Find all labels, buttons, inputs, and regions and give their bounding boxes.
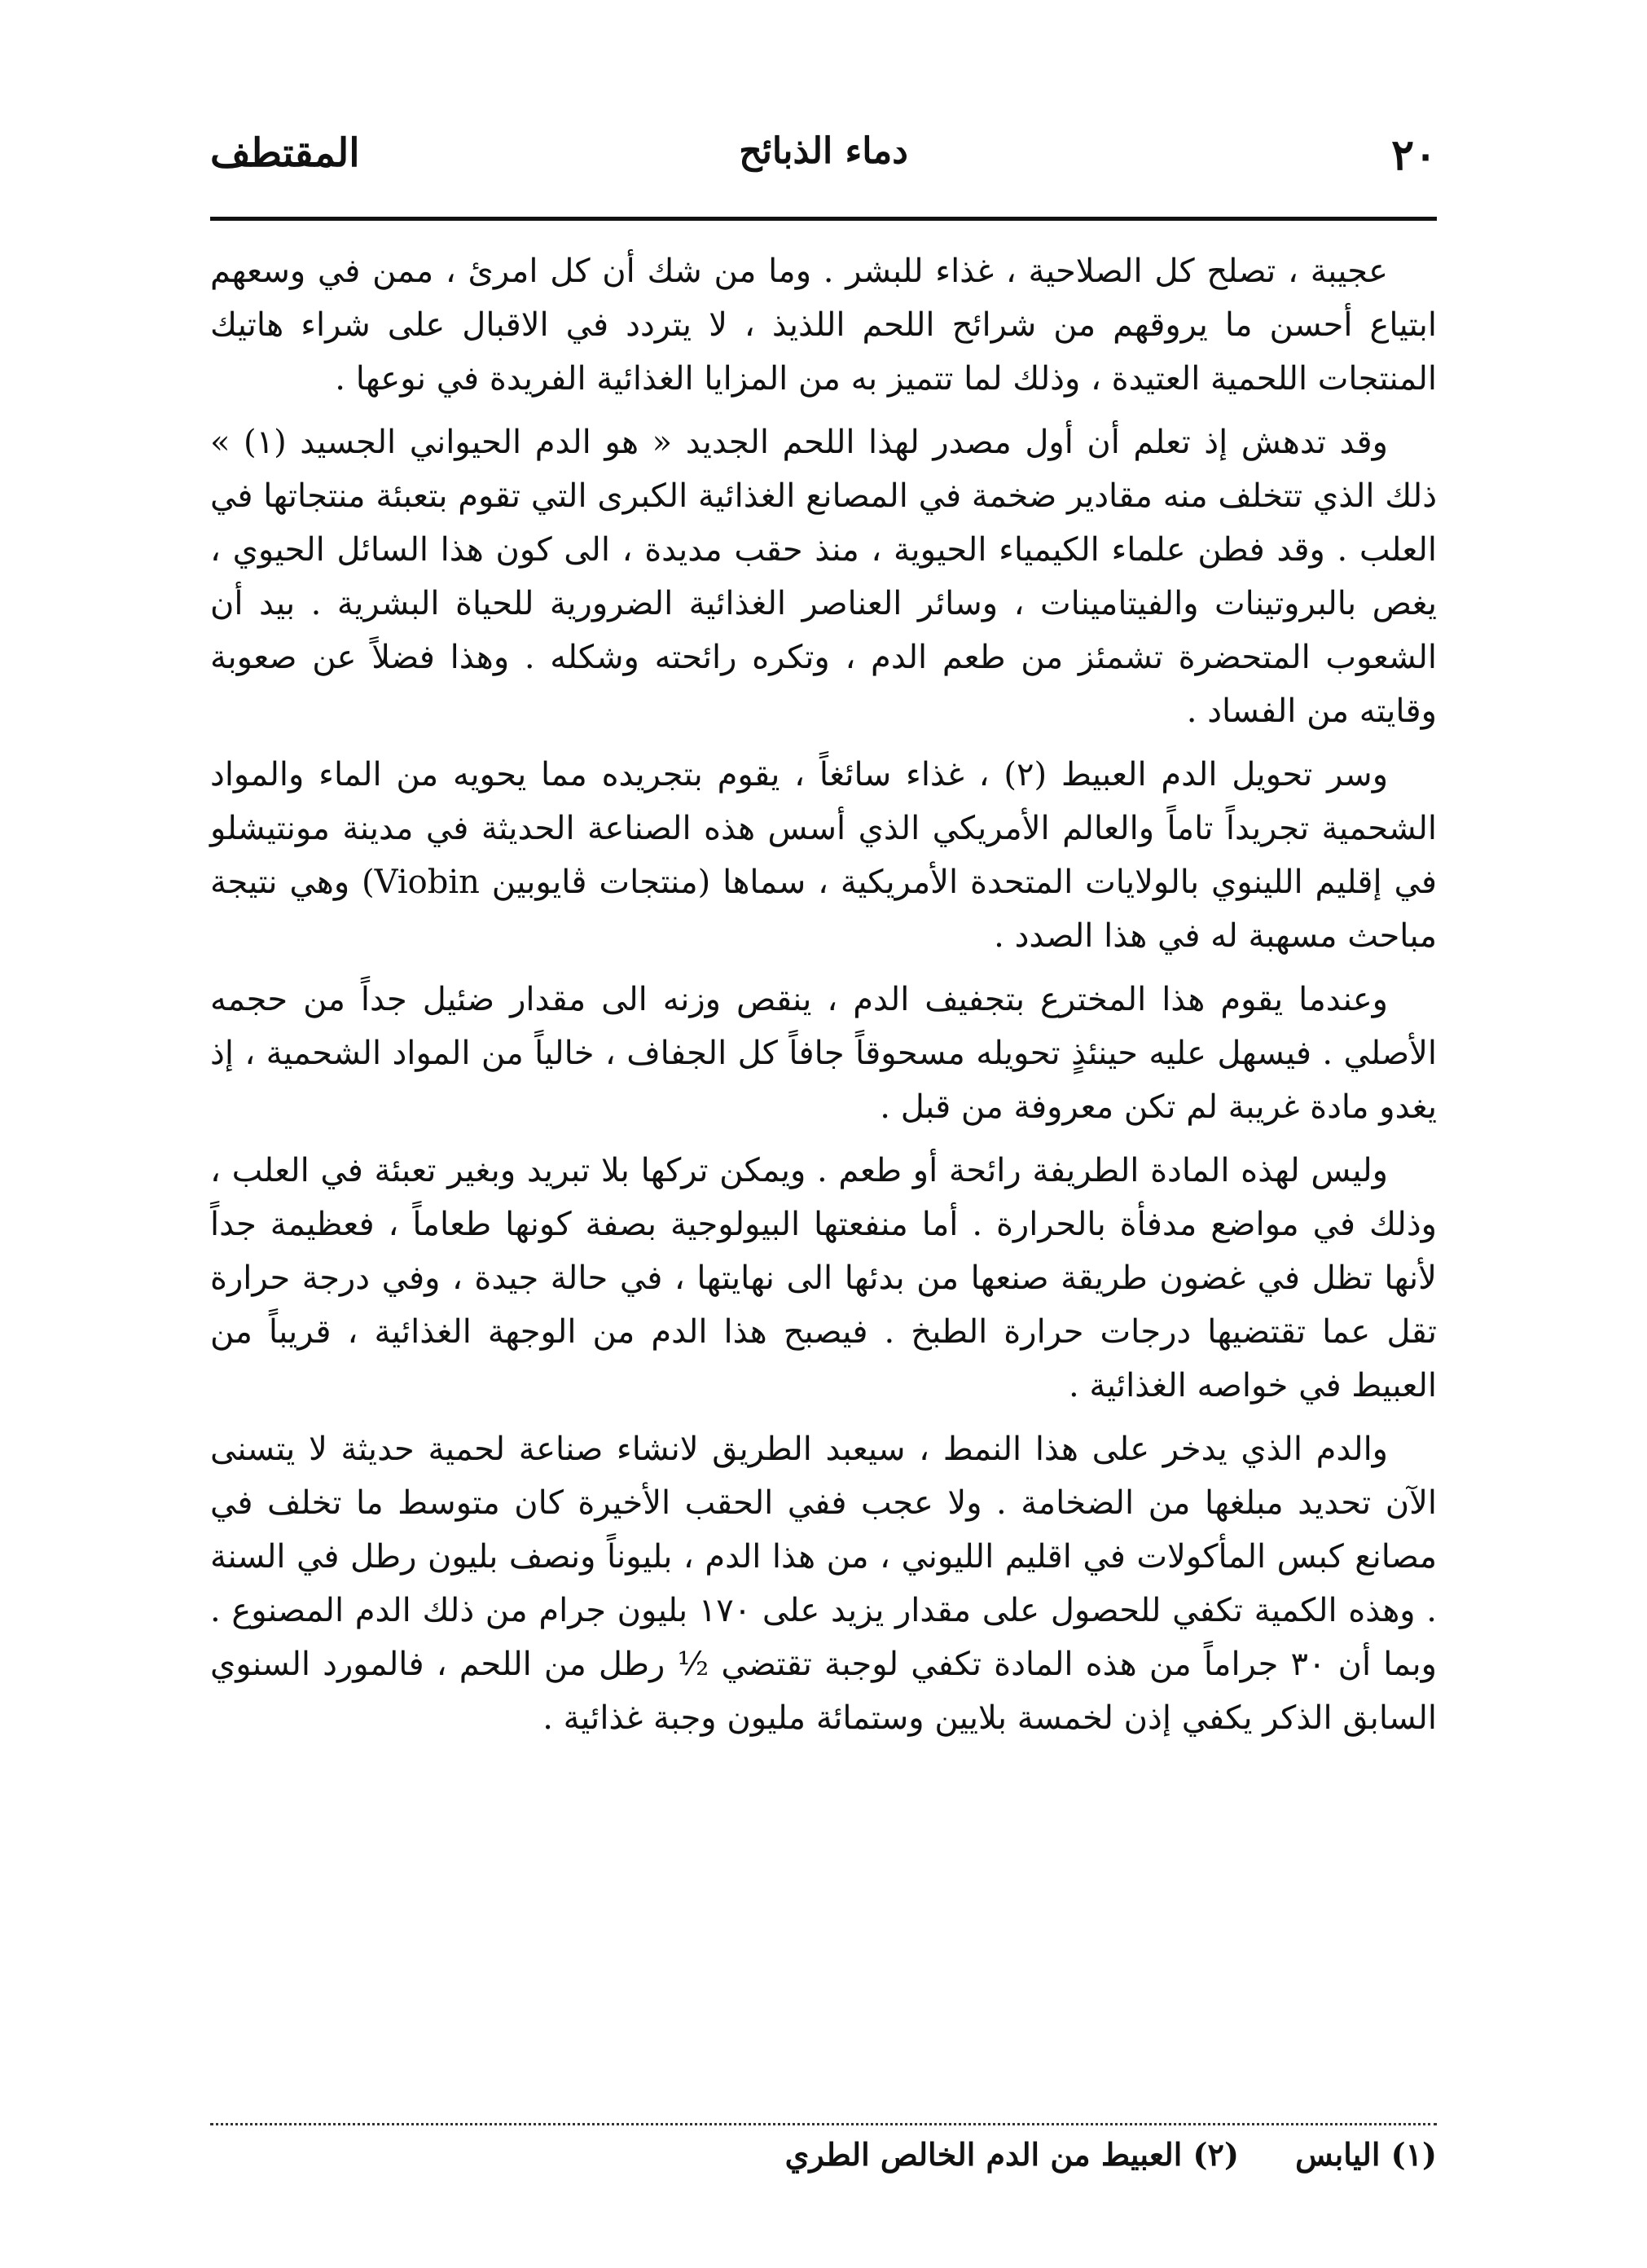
page-number: ٢٠ bbox=[1391, 130, 1437, 180]
page-header bbox=[210, 130, 1437, 196]
journal-name: المقتطف bbox=[210, 130, 360, 176]
paragraph: وقد تدهش إذ تعلم أن أول مصدر لهذا اللحم الجديد « هو الدم الحيواني الجسيد (١) » ذلك الذي تتخلف منه مقادير ضخمة في المصانع الغذائية الكبرى التي تقوم بتعبئة منتجاتها في العلب . وقد فطن علماء الكيمياء الحيوية ، منذ حقب مديدة ، الى كون هذا السائل الحيوي ، يغص بالبروتينات والفيتامينات ، وسائر العناصر الغذائية الضرورية للحياة البشرية . بيد أن الشعوب المتحضرة تشمئز من طعم الدم ، وتكره رائحته وشكله . وهذا فضلاً عن صعوبة وقايته من الفساد . bbox=[210, 424, 1438, 730]
footnotes bbox=[210, 2136, 1437, 2193]
footnote-2: (٢) العبيط من الدم الخالص الطري bbox=[784, 2136, 1239, 2173]
footnote-1: (١) اليابس bbox=[1295, 2136, 1437, 2173]
paragraph: والدم الذي يدخر على هذا النمط ، سيعبد الطريق لانشاء صناعة لحمية حديثة لا يتسنى الآن تحديد مبلغها من الضخامة . ولا عجب ففي الحقب الأخيرة كان متوسط ما تخلف في مصانع كبس المأكولات في اقليم الليوني ، من هذا الدم ، بليوناً ونصف بليون رطل في السنة . وهذه الكمية تكفي للحصول على مقدار يزيد على ١٧٠ بليون جرام من ذلك الدم المصنوع . وبما أن ٣٠ جراماً من هذه المادة تكفي لوجبة تقتضي ½ رطل من اللحم ، فالمورد السنوي السابق الذكر يكفي إذن لخمسة بلايين وستمائة مليون وجبة غذائية . bbox=[210, 1431, 1437, 1737]
running-title: دماء الذبائح bbox=[739, 130, 908, 172]
paragraph: عجيبة ، تصلح كل الصلاحية ، غذاء للبشر . وما من شك أن كل امرئ ، ممن في وسعهم ابتياع أحسن ما يروقهم من شرائح اللحم اللذيذ ، لا يتردد في الاقبال على شراء هاتيك المنتجات اللحمية العتيدة ، وذلك لما تتميز به من المزايا الغذائية الفريدة في نوعها . bbox=[210, 253, 1437, 398]
paragraph: وعندما يقوم هذا المخترع بتجفيف الدم ، ينقص وزنه الى مقدار ضئيل جداً من حجمه الأصلي . فيسهل عليه حينئذٍ تحويله مسحوقاً جافاً كل الجفاف ، خالياً من المواد الشحمية ، إذ يغدو مادة غريبة لم تكن معروفة من قبل . bbox=[210, 981, 1437, 1126]
footnote-divider bbox=[210, 2123, 1437, 2125]
article-body bbox=[210, 244, 1437, 1755]
paragraph: وسر تحويل الدم العبيط (٢) ، غذاء سائغاً ، يقوم بتجريده مما يحويه من الماء والمواد الشحمية تجريداً تاماً والعالم الأمريكي الذي أسس هذه الصناعة الحديثة في مدينة مونتيشلو في إقليم اللينوي بالولايات المتحدة الأمريكية ، سماها (منتجات ڤايوبين Viobin) وهي نتيجة مباحث مسهبة له في هذا الصدد . bbox=[210, 756, 1438, 955]
header-rule bbox=[210, 217, 1437, 221]
paragraph: وليس لهذه المادة الطريفة رائحة أو طعم . ويمكن تركها بلا تبريد وبغير تعبئة في العلب ، وذلك في مواضع مدفأة بالحرارة . أما منفعتها البيولوجية بصفة كونها طعاماً ، فعظيمة جداً لأنها تظل في غضون طريقة صنعها من بدئها الى نهايتها ، في حالة جيدة ، وفي درجة حرارة تقل عما تقتضيها درجات حرارة الطبخ . فيصبح هذا الدم من الوجهة الغذائية ، قريباً من العبيط في خواصه الغذائية . bbox=[210, 1152, 1437, 1404]
